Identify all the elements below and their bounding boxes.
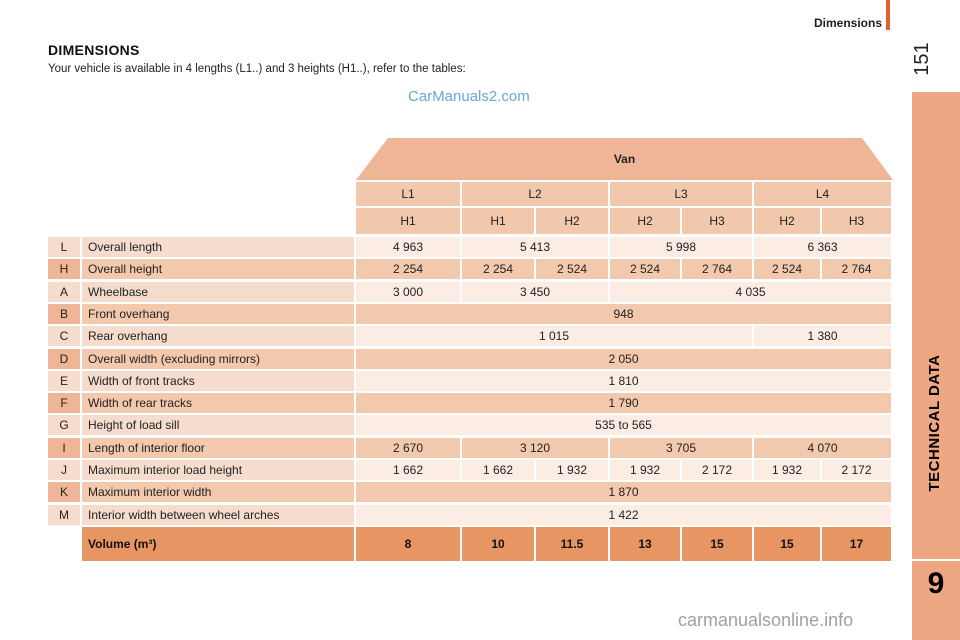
watermark-bottom: carmanualsonline.info	[678, 610, 854, 630]
row-value: 1 662	[462, 460, 534, 480]
length-header-l2: L2	[462, 182, 608, 206]
header-accent-bar	[886, 0, 890, 30]
volume-value: 15	[682, 527, 752, 561]
row-value: 1 380	[754, 326, 891, 346]
volume-value: 8	[356, 527, 460, 561]
row-value: 1 932	[754, 460, 820, 480]
height-header: H1	[462, 208, 534, 234]
row-value: 2 254	[356, 259, 460, 279]
row-value: 4 963	[356, 237, 460, 257]
row-code-k: K	[48, 482, 80, 502]
volume-value: 11.5	[536, 527, 608, 561]
row-value: 4 035	[610, 282, 891, 302]
row-code-m: M	[48, 505, 80, 525]
volume-value: 13	[610, 527, 680, 561]
section-header: Dimensions	[813, 16, 882, 30]
volume-value: 17	[822, 527, 891, 561]
length-header-l3: L3	[610, 182, 752, 206]
row-label: Width of rear tracks	[82, 393, 354, 413]
page-title: DIMENSIONS	[48, 42, 140, 58]
row-value: 1 810	[356, 371, 891, 391]
row-value: 2 172	[822, 460, 891, 480]
row-label: Wheelbase	[82, 282, 354, 302]
volume-value: 15	[754, 527, 820, 561]
height-header: H2	[536, 208, 608, 234]
row-value: 2 254	[462, 259, 534, 279]
row-value: 3 705	[610, 438, 752, 458]
intro-text: Your vehicle is available in 4 lengths (L1..) and 3 heights (H1..), refer to the tables:	[48, 63, 466, 75]
row-value: 2 764	[822, 259, 891, 279]
row-code-a: A	[48, 282, 80, 302]
row-code-b: B	[48, 304, 80, 324]
height-header: H3	[682, 208, 752, 234]
row-label: Width of front tracks	[82, 371, 354, 391]
row-code-g: G	[48, 415, 80, 435]
row-label: Rear overhang	[82, 326, 354, 346]
length-header-l4: L4	[754, 182, 891, 206]
row-label: Maximum interior width	[82, 482, 354, 502]
row-value: 2 172	[682, 460, 752, 480]
row-value: 5 998	[610, 237, 752, 257]
row-value: 1 932	[536, 460, 608, 480]
length-header-l1: L1	[356, 182, 460, 206]
row-label: Length of interior floor	[82, 438, 354, 458]
row-value: 2 524	[610, 259, 680, 279]
row-value: 4 070	[754, 438, 891, 458]
row-code-j: J	[48, 460, 80, 480]
row-code-c: C	[48, 326, 80, 346]
page-number: 151	[911, 42, 933, 76]
row-label: Overall width (excluding mirrors)	[82, 349, 354, 369]
row-value: 1 015	[356, 326, 752, 346]
row-value: 2 670	[356, 438, 460, 458]
row-code-f: F	[48, 393, 80, 413]
row-value: 1 790	[356, 393, 891, 413]
row-value: 6 363	[754, 237, 891, 257]
row-value: 3 450	[462, 282, 608, 302]
row-value: 1 422	[356, 505, 891, 525]
row-value: 2 524	[536, 259, 608, 279]
row-value: 1 932	[610, 460, 680, 480]
watermark-top: CarManuals2.com	[408, 88, 530, 105]
row-code-d: D	[48, 349, 80, 369]
row-value: 535 to 565	[356, 415, 891, 435]
row-value: 3 120	[462, 438, 608, 458]
volume-value: 10	[462, 527, 534, 561]
row-label: Interior width between wheel arches	[82, 505, 354, 525]
row-value: 2 524	[754, 259, 820, 279]
row-value: 2 764	[682, 259, 752, 279]
row-label: Overall length	[82, 237, 354, 257]
row-label: Overall height	[82, 259, 354, 279]
chapter-number: 9	[927, 567, 945, 600]
row-label: Height of load sill	[82, 415, 354, 435]
height-header: H2	[754, 208, 820, 234]
van-header-label: Van	[613, 152, 636, 166]
row-code-h: H	[48, 259, 80, 279]
chapter-title: TECHNICAL DATA	[926, 354, 943, 492]
volume-label: Volume (m³)	[82, 527, 354, 561]
row-value: 1 870	[356, 482, 891, 502]
height-header: H3	[822, 208, 891, 234]
row-label: Maximum interior load height	[82, 460, 354, 480]
row-label: Front overhang	[82, 304, 354, 324]
row-code-l: L	[48, 237, 80, 257]
row-value: 5 413	[462, 237, 608, 257]
height-header: H1	[356, 208, 460, 234]
row-code-i: I	[48, 438, 80, 458]
row-value: 3 000	[356, 282, 460, 302]
row-value: 2 050	[356, 349, 891, 369]
row-value: 948	[356, 304, 891, 324]
row-code-e: E	[48, 371, 80, 391]
row-value: 1 662	[356, 460, 460, 480]
height-header: H2	[610, 208, 680, 234]
